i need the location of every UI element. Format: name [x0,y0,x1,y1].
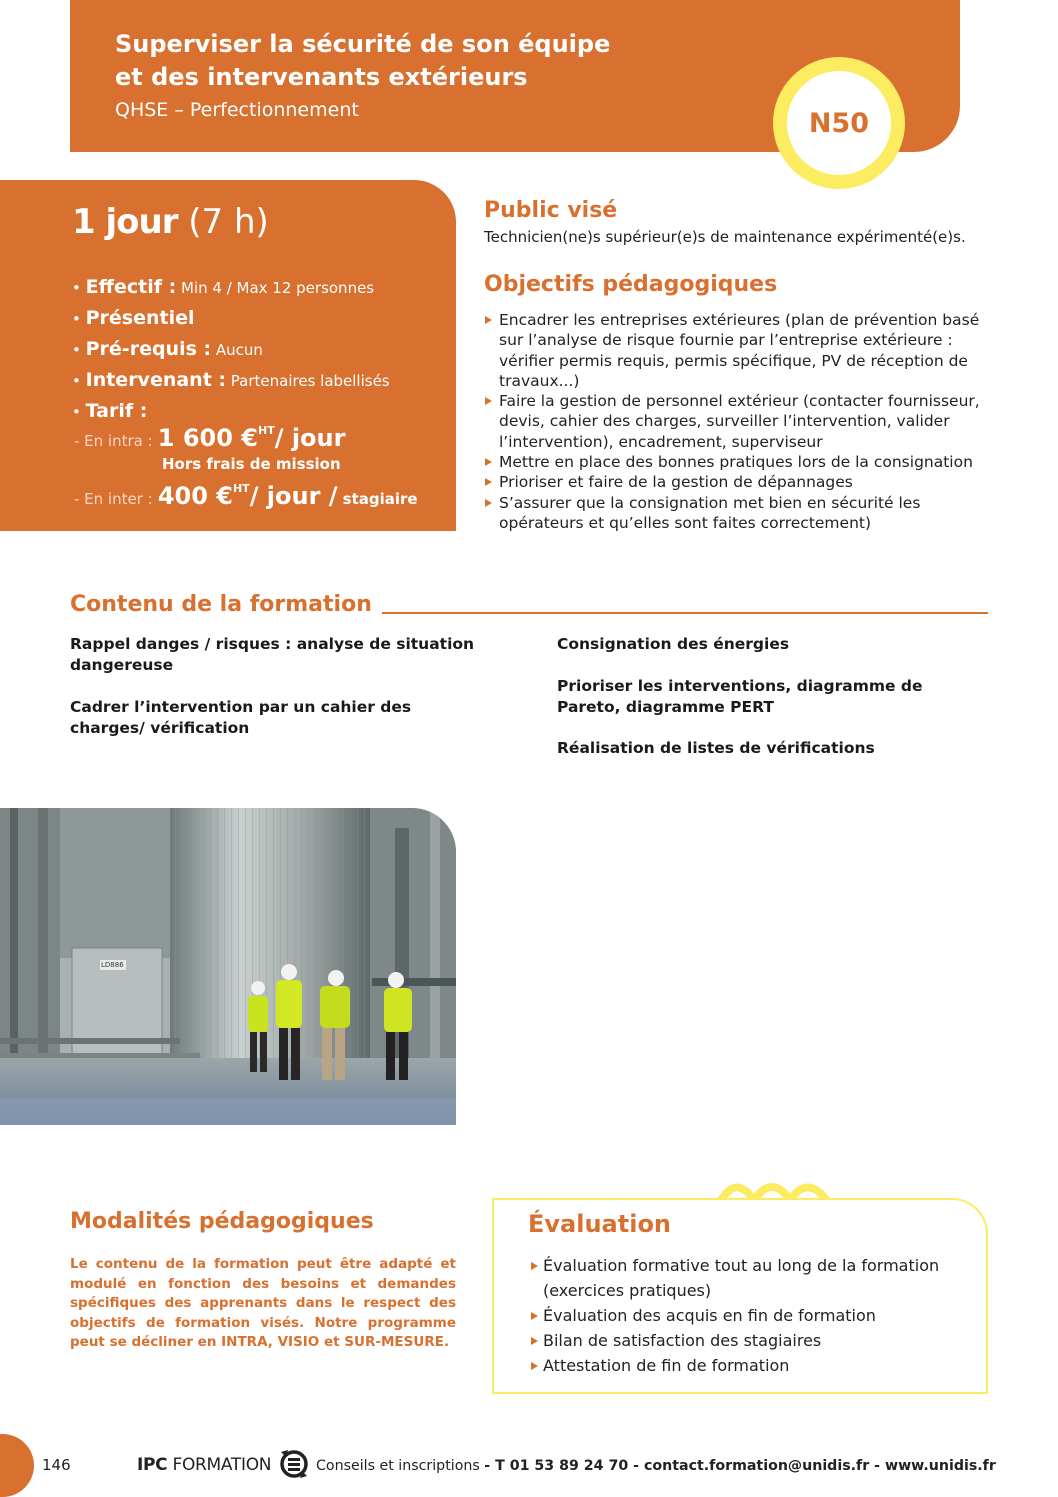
intra-note: Hors frais de mission [162,455,341,473]
brand-rest: FORMATION [172,1455,272,1475]
public-title: Public visé [484,198,618,223]
course-code-badge [773,57,905,189]
inter-label: - En inter : [74,490,153,508]
list-item: S’assurer que la consignation met bien en sécurité les opérateurs et qu’elles sont faites correctement) [484,493,994,534]
content-item: Rappel danges / risques : analyse de situation dangereuse [70,635,475,674]
list-item: Encadrer les entreprises extérieures (plan de prévention basé sur l’analyse de risque fournie par l’entreprise extérieure : vérifier permis requis, permis spécifique, PV de réception de travaux...) [484,310,994,391]
presentiel-label: Présentiel [85,307,195,329]
triangle-bullet-icon [531,1312,538,1320]
contact-details: - T 01 53 89 24 70 - contact.formation@unidis.fr - www.unidis.fr [484,1458,996,1474]
cabinet-tag: LD886 [101,961,124,969]
triangle-bullet-icon [485,499,492,507]
contenu-title: Contenu de la formation [70,592,372,617]
presentiel-row: • Présentiel [72,307,195,329]
intervenant-row: • Intervenant : Partenaires labellisés [72,369,390,391]
content-item: Consignation des énergies [557,635,790,653]
intervenant-label: Intervenant : [85,369,227,391]
effectif-row: • Effectif : Min 4 / Max 12 personnes [72,276,375,298]
duration-days: 1 jour [72,202,178,242]
public-text: Technicien(ne)s supérieur(e)s de maintenance expérimenté(e)s. [484,228,966,246]
duration-hours: (7 h) [188,202,269,242]
duration [72,202,269,242]
evaluation-title: Évaluation [528,1210,672,1238]
triangle-bullet-icon [485,397,492,405]
modalites-text: Le contenu de la formation peut être adapté et modulé en fonction des besoins et demandes spécifiques des apprenants dans le respect des objectifs de formation visés. Notre programme peut se décliner en INTRA, VISIO et SUR-MESURE. [70,1256,456,1350]
course-code: N50 [787,71,891,175]
tarif-label: Tarif : [85,400,148,422]
inter-unit: / jour / [249,482,338,510]
list-item: Attestation de fin de formation [530,1353,970,1378]
list-item: Prioriser et faire de la gestion de dépannages [484,472,994,492]
inter-price-row [74,482,418,510]
intervenant-value: Partenaires labellisés [230,372,390,390]
modalites-title: Modalités pédagogiques [70,1209,374,1234]
list-item: Bilan de satisfaction des stagiaires [530,1328,970,1353]
prerequis-label: Pré-requis : [85,338,212,360]
list-item: Mettre en place des bonnes pratiques lors de la consignation [484,452,994,472]
list-item: Évaluation formative tout au long de la formation (exercices pratiques) [530,1253,970,1303]
title-line-2: et des intervenants extérieurs [115,63,528,91]
triangle-bullet-icon [485,316,492,324]
triangle-bullet-icon [485,458,492,466]
objectifs-title: Objectifs pédagogiques [484,272,778,297]
intra-label: - En intra : [74,432,153,450]
intra-unit: / jour [274,424,346,452]
effectif-label: Effectif : [85,276,177,298]
contact-prefix: Conseils et inscriptions [316,1458,480,1474]
intra-ht: HT [257,424,275,437]
objectifs-list [484,310,994,533]
effectif-value: Min 4 / Max 12 personnes [181,279,375,297]
page-subtitle: QHSE – Perfectionnement [115,99,359,121]
triangle-bullet-icon [531,1362,538,1370]
title-line-1: Superviser la sécurité de son équipe [115,30,611,58]
site-photo [0,808,456,1125]
triangle-bullet-icon [531,1262,538,1270]
prerequis-row: • Pré-requis : Aucun [72,338,263,360]
content-item: Réalisation de listes de vérifications [557,739,875,757]
triangle-bullet-icon [531,1337,538,1345]
content-item: Cadrer l’intervention par un cahier des charges/ vérification [70,698,412,737]
triangle-bullet-icon [485,478,492,486]
circular-arrows-icon [278,1447,310,1481]
brand-logo [137,1455,271,1475]
inter-price: 400 € [157,482,233,510]
inter-ht: HT [232,482,250,495]
inter-note: stagiaire [342,490,418,508]
intra-price-row [74,424,345,452]
section-divider [382,612,988,614]
contact-line [316,1458,996,1474]
page-number: 146 [42,1456,71,1474]
brand-bold: IPC [137,1455,168,1475]
list-item: Évaluation des acquis en fin de formation [530,1303,970,1328]
evaluation-list [530,1253,970,1378]
industrial-site-illustration [0,808,456,1125]
list-item: Faire la gestion de personnel extérieur (contacter fournisseur, devis, cahier des charges, surveiller l’intervention, valider l’intervention), encadrement, superviseur [484,391,994,452]
tarif-row: • Tarif : [72,400,148,422]
content-item: Prioriser les interventions, diagramme de Pareto, diagramme PERT [557,677,923,716]
prerequis-value: Aucun [215,341,263,359]
page-title [115,28,755,94]
footer-tab [0,1434,34,1497]
intra-price: 1 600 € [157,424,258,452]
info-panel [0,180,456,531]
